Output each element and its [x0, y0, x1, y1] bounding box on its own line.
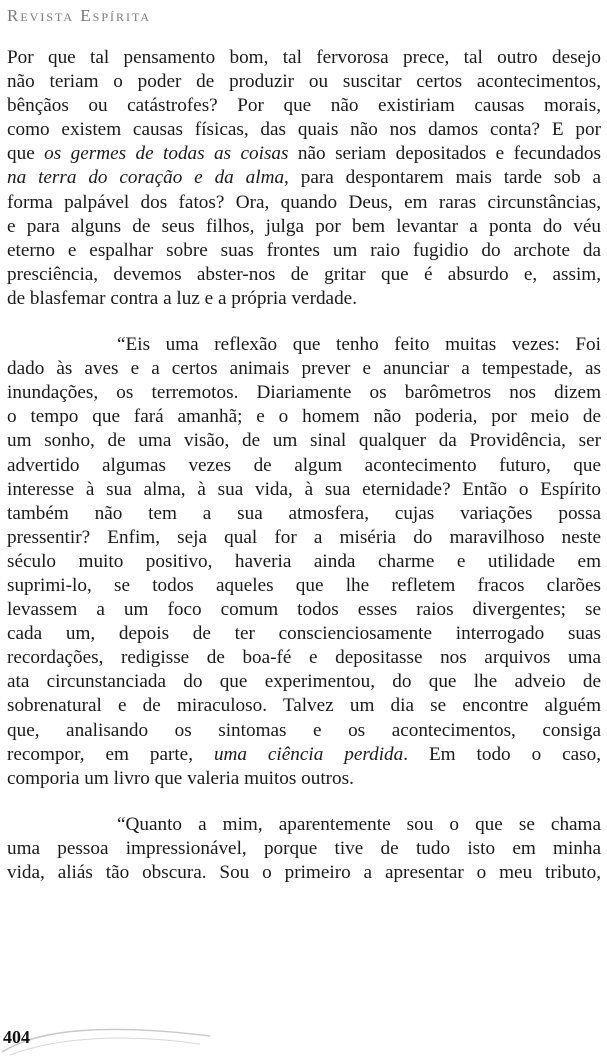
text-run: “Quanto a mim, aparentemente sou o que se chama: [117, 813, 601, 835]
text-line: [7, 142, 601, 166]
text-line: [7, 454, 601, 478]
text-run: o tempo que fará amanhã; e o homem não poderia, por meio de: [7, 406, 601, 428]
text-line: [7, 357, 601, 381]
text-line: [7, 381, 601, 405]
text-run: bênçãos ou catástrofes? Por que não existiriam causas morais,: [7, 95, 601, 117]
text-run: interesse à sua alma, à sua vida, à sua eternidade? Então o Espírito: [7, 478, 601, 500]
text-run: também não tem a sua atmosfera, cujas variações possa: [7, 502, 601, 524]
text-run: forma palpável dos fatos? Ora, quando Deus, em raras circunstâncias,: [7, 191, 601, 213]
text-run: comporia um livro que valeria muitos outros.: [7, 767, 354, 789]
text-line: [7, 287, 601, 311]
text-run: pressentir? Enfim, seja qual for a miséria do maravilhoso neste: [7, 526, 601, 548]
text-run: advertido algumas vezes de algum acontecimento futuro, que: [7, 454, 601, 476]
text-line: [7, 118, 601, 142]
text-line: [7, 215, 601, 239]
text-line: [7, 263, 601, 287]
text-line: [7, 526, 601, 550]
text-run: recompor, em parte,: [7, 743, 214, 765]
text-run: século muito positivo, haveria ainda charme e utilidade em: [7, 550, 601, 572]
text-line: [7, 646, 601, 670]
running-header: Revista Espírita: [7, 6, 152, 25]
text-line: [7, 70, 601, 94]
body-paragraph: [7, 813, 601, 885]
text-run: dado às aves e a certos animais prever e anunciar a tempestade, as: [7, 358, 601, 380]
text-line: [7, 405, 601, 429]
text-run: Por que tal pensamento bom, tal fervorosa prece, tal outro desejo: [7, 47, 601, 68]
italic-run: uma ciência perdida: [213, 743, 404, 765]
text-run: inundações, os terremotos. Diariamente os barômetros nos dizem: [7, 382, 601, 404]
text-run: um sonho, de uma visão, de um sinal qualquer da Providência, ser: [7, 430, 601, 452]
text-line: [7, 694, 601, 718]
text-line: [7, 813, 601, 837]
text-run: . Em todo o caso,: [403, 743, 602, 765]
text-run: recordações, redigisse de boa-fé e depositasse nos arquivos uma: [7, 647, 601, 669]
text-line: [7, 622, 601, 646]
text-run: suprimi-lo, se todos aqueles que lhe refletem fracos clarões: [7, 574, 601, 596]
text-line: [7, 598, 601, 622]
text-line: [7, 574, 601, 598]
text-run: cada um, depois de ter conscienciosamente interrogado suas: [7, 623, 601, 645]
text-run: que: [7, 143, 45, 165]
page-number: 404: [3, 1027, 30, 1047]
text-line: [7, 670, 601, 694]
text-line: [7, 46, 601, 70]
text-line: [7, 743, 601, 767]
text-run: ata circunstanciada do que experimentou, do que lhe adveio de: [7, 671, 601, 693]
text-run: “Eis uma reflexão que tenho feito muitas vezes: Foi: [117, 334, 601, 356]
text-run: presciência, devemos abster-nos de gritar que é absurdo e, assim,: [7, 263, 601, 285]
text-run: que, analisando os sintomas e os acontecimentos, consiga: [7, 719, 601, 741]
text-line: [7, 550, 601, 574]
text-run: uma pessoa impressionável, porque tive de tudo isto em minha: [7, 837, 601, 859]
body-paragraph: [7, 46, 601, 311]
text-run: sobrenatural e de miraculoso. Talvez um dia se encontre alguém: [7, 695, 601, 717]
text-line: [7, 719, 601, 743]
text-line: [7, 94, 601, 118]
text-line: [7, 191, 601, 215]
text-run: de blasfemar contra a luz e a própria verdade.: [7, 287, 357, 309]
text-line: [7, 333, 601, 357]
text-run: levassem a um foco comum todos esses raios divergentes; se: [7, 599, 601, 621]
text-line: [7, 767, 601, 791]
italic-run: na terra do coração e da alma: [7, 167, 285, 189]
text-line: [7, 239, 601, 263]
text-run: não teriam o poder de produzir ou suscitar certos acontecimentos,: [7, 71, 601, 93]
decorative-swoosh-icon: [0, 1022, 220, 1056]
text-line: [7, 837, 601, 861]
text-run: eterno e espalhar sobre suas frontes um raio fugidio do archote da: [7, 239, 601, 261]
text-line: [7, 166, 601, 190]
text-run: não seriam depositados e fecundados: [288, 143, 601, 165]
text-run: vida, aliás tão obscura. Sou o primeiro a apresentar o meu tributo,: [7, 862, 601, 883]
text-line: [7, 478, 601, 502]
text-line: [7, 861, 601, 885]
page-footer: [0, 1022, 607, 1056]
italic-run: os germes de todas as coisas: [44, 143, 289, 165]
page-body: [7, 46, 601, 885]
body-paragraph: [7, 333, 601, 791]
text-line: [7, 502, 601, 526]
text-run: , para despontarem mais tarde sob a: [284, 167, 601, 189]
text-run: e para alguns de seus filhos, julga por bem levantar a ponta do véu: [7, 215, 601, 237]
text-run: como existem causas físicas, das quais não nos damos conta? E por: [7, 119, 601, 141]
text-line: [7, 429, 601, 453]
